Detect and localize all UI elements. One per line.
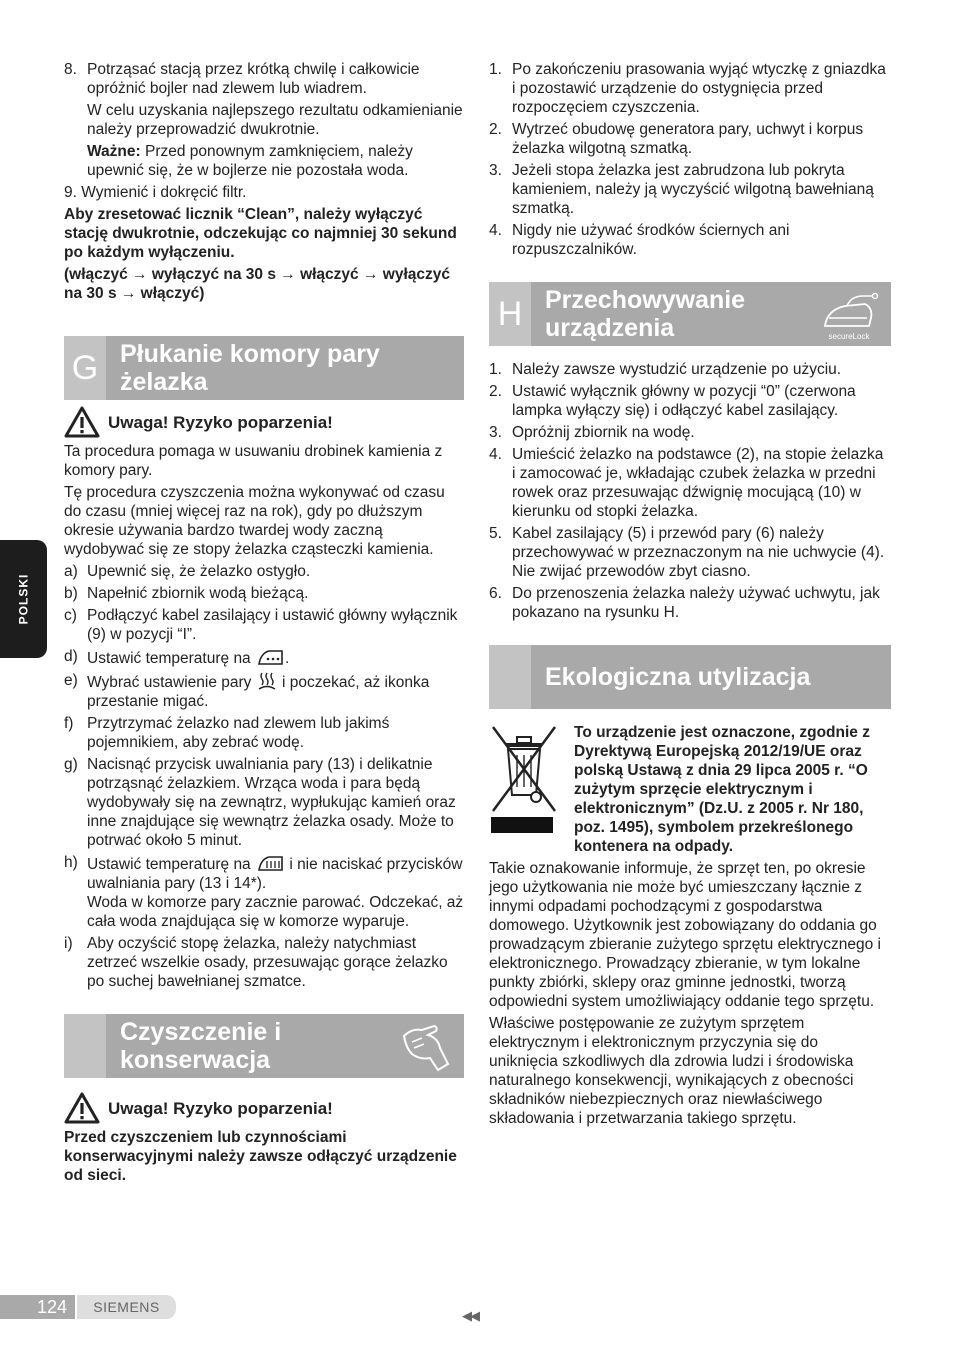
warning-triangle-icon <box>64 1092 100 1124</box>
eco-paragraph-2: Właściwe postępowanie ze zużytym sprzętem elektrycznym i elektronicznym przyczynia się do uniknięcia szkodliwych dla zdrowia ludzi i środowiska naturalnego konsekwencji, wynikających z obecności składników niebezpiecznych oraz niewłaściwego składowania i przetwarzania takiego sprzętu. <box>489 1015 854 1127</box>
storage-step-1: 1. Należy zawsze wystudzić urządzenie po użyciu. <box>489 361 842 378</box>
cleaning-unplug-note: Przed czyszczeniem lub czynnościami konserwacyjnymi należy zawsze odłączyć urządzenie od sieci. <box>64 1129 457 1184</box>
step-f: f) Przytrzymać żelazko nad zlewem lub jakimś pojemnikiem, aby zebrać wodę. <box>64 715 390 751</box>
section-g-header: G Płukanie komory pary żelazka <box>64 336 464 400</box>
step-d: d) Ustawić temperaturę na . <box>64 648 290 667</box>
clean-step-3: 3. Jeżeli stopa żelazka jest zabrudzona lub pokryta kamieniem, należy ją wyczyścić wilgotną bawełnianą szmatką. <box>489 162 874 217</box>
svg-text:secureLock: secureLock <box>828 332 870 341</box>
cleaning-hand-icon <box>398 1020 454 1074</box>
steam-setting-icon <box>256 671 278 691</box>
step-9: 9. Wymienić i dokręcić filtr. <box>64 184 247 201</box>
step-b: b) Napełnić zbiornik wodą bieżącą. <box>64 585 309 602</box>
section-g-warning: Uwaga! Ryzyko poparzenia! <box>64 406 464 438</box>
step-i: i) Aby oczyścić stopę żelazka, należy natychmiast zetrzeć wszelkie osady, przesuwając gorące żelazko po suchej bawełnianej szmatce. <box>64 935 448 990</box>
securelock-iron-icon <box>817 288 881 342</box>
weee-notice: To urządzenie jest oznaczone, zgodnie z Dyrektywą Europejską 2012/19/UE oraz polską Ustawą z dnia 29 lipca 2005 r. “O zużytym sprzęcie elektrycznym i elektronicznym” (Dz.U. z 2005 r. Nr 180, poz. 1495), symbolem przekreślonego kontenera na odpady. <box>489 723 891 859</box>
iron-steam-max-icon <box>255 853 285 873</box>
storage-step-6: 6. Do przenoszenia żelazka należy używać uchwytu, jak pokazano na rysunku H. <box>489 585 880 621</box>
clean-step-1: 1. Po zakończeniu prasowania wyjąć wtyczkę z gniazdka i pozostawić urządzenie do ostygnięcia przed rozpoczęciem czyszczenia. <box>489 61 886 116</box>
previous-page-arrows[interactable]: ◀◀ <box>462 1308 478 1323</box>
step-g: g) Nacisnąć przycisk uwalniania pary (13) i delikatnie potrząsnąć żelazkiem. Wrząca woda i para będą wydobywały się na zewnątrz, wypłukując kamień oraz inne znajdujące się wewnątrz żelazka osady. Może to potrwać około 5 minut. <box>64 756 456 849</box>
eco-paragraph-1: Takie oznakowanie informuje, że sprzęt ten, po okresie jego użytkowania nie może być umieszczany łącznie z innymi odpadami pochodzącymi z gospodarstwa domowego. Użytkownik jest zobowiązany do oddania go prowadzącym zbieranie zużytego sprzętu elektrycznego i elektronicznego. Prowadzący zbieranie, w tym lokalne punkty zbiórki, sklepy oraz gminne jednostki, tworzą odpowiedni system umożliwiający oddanie tego sprzętu. <box>489 860 881 1010</box>
reset-sequence: (włączyć → wyłączyć na 30 s → włączyć → wyłączyć na 30 s → włączyć) <box>64 266 450 302</box>
step-a: a) Upewnić się, że żelazko ostygło. <box>64 563 311 580</box>
clean-step-4: 4. Nigdy nie używać środków ściernych ani rozpuszczalników. <box>489 222 790 258</box>
right-column <box>489 60 891 1131</box>
crossed-bin-icon <box>489 723 559 835</box>
step-8-note: W celu uzyskania najlepszego rezultatu odkamienianie należy przeprowadzić dwukrotnie. <box>87 102 463 138</box>
step-e: e) Wybrać ustawienie pary i poczekać, aż ikonka przestanie migać. <box>64 672 430 710</box>
language-tab: POLSKI <box>0 540 47 658</box>
section-cleaning-header: Czyszczenie i konserwacja <box>64 1014 464 1078</box>
section-h-header: H Przechowywanie urządzenia secureLock <box>489 282 891 346</box>
step-8: 8. Potrząsać stacją przez krótką chwilę i całkowicie opróżnić bojler nad zlewem lub wiadrem. <box>64 61 420 97</box>
page-number: 124 <box>0 1295 75 1319</box>
storage-step-3: 3. Opróżnij zbiornik na wodę. <box>489 424 695 441</box>
brand-label: SIEMENS <box>77 1295 176 1319</box>
section-g-intro-2: Tę procedura czyszczenia można wykonywać od czasu do czasu (mniej więcej raz na rok), gdy po dłuższym okresie używania bardzo twardej wody zaczną wydobywać się ze stopy żelazka cząsteczki kamienia. <box>64 484 445 558</box>
storage-step-2: 2. Ustawić wyłącznik główny w pozycji “0” (czerwona lampka wyłączy się) i odłączyć kabel zasilający. <box>489 383 856 419</box>
step-8-important: Ważne: Przed ponownym zamknięciem, należy upewnić się, że w bojlerze nie pozostała woda. <box>87 143 413 179</box>
storage-step-4: 4. Umieścić żelazko na podstawce (2), na stopie żelazka i zamocować je, wkładając czubek żelazka w przedni rowek oraz przesuwając dźwignię mocującą (10) w kierunku od stopki żelazka. <box>489 446 884 520</box>
storage-steps <box>489 360 891 622</box>
storage-step-5: 5. Kabel zasilający (5) i przewód pary (6) należy przechowywać w przeznaczonym na nie uchwycie (4). Nie zwijać przewodów zbyt ciasno. <box>489 525 885 580</box>
cleaning-warning: Uwaga! Ryzyko poparzenia! <box>64 1092 464 1124</box>
section-eco-header: Ekologiczna utylizacja <box>489 645 891 709</box>
step-h-note: Woda w komorze pary zacznie parować. Odczekać, aż cała woda znajdująca się w komorze wyparuje. <box>87 894 464 930</box>
step-h: h) Ustawić temperaturę na i nie naciskać przycisków uwalniania pary (13 i 14*). <box>64 854 463 892</box>
reset-instructions: Aby zresetować licznik “Clean”, należy wyłączyć stację dwukrotnie, odczekując co najmniej 30 sekund po każdym wyłączeniu. <box>64 206 457 261</box>
iron-temperature-max-icon <box>255 647 285 667</box>
clean-step-2: 2. Wytrzeć obudowę generatora pary, uchwyt i korpus żelazka wilgotną szmatką. <box>489 121 864 157</box>
section-g-intro-1: Ta procedura pomaga w usuwaniu drobinek kamienia z komory pary. <box>64 443 443 479</box>
step-c: c) Podłączyć kabel zasilający i ustawić główny wyłącznik (9) w pozycji “I”. <box>64 607 458 643</box>
warning-triangle-icon <box>64 406 100 438</box>
left-column <box>64 60 464 1188</box>
